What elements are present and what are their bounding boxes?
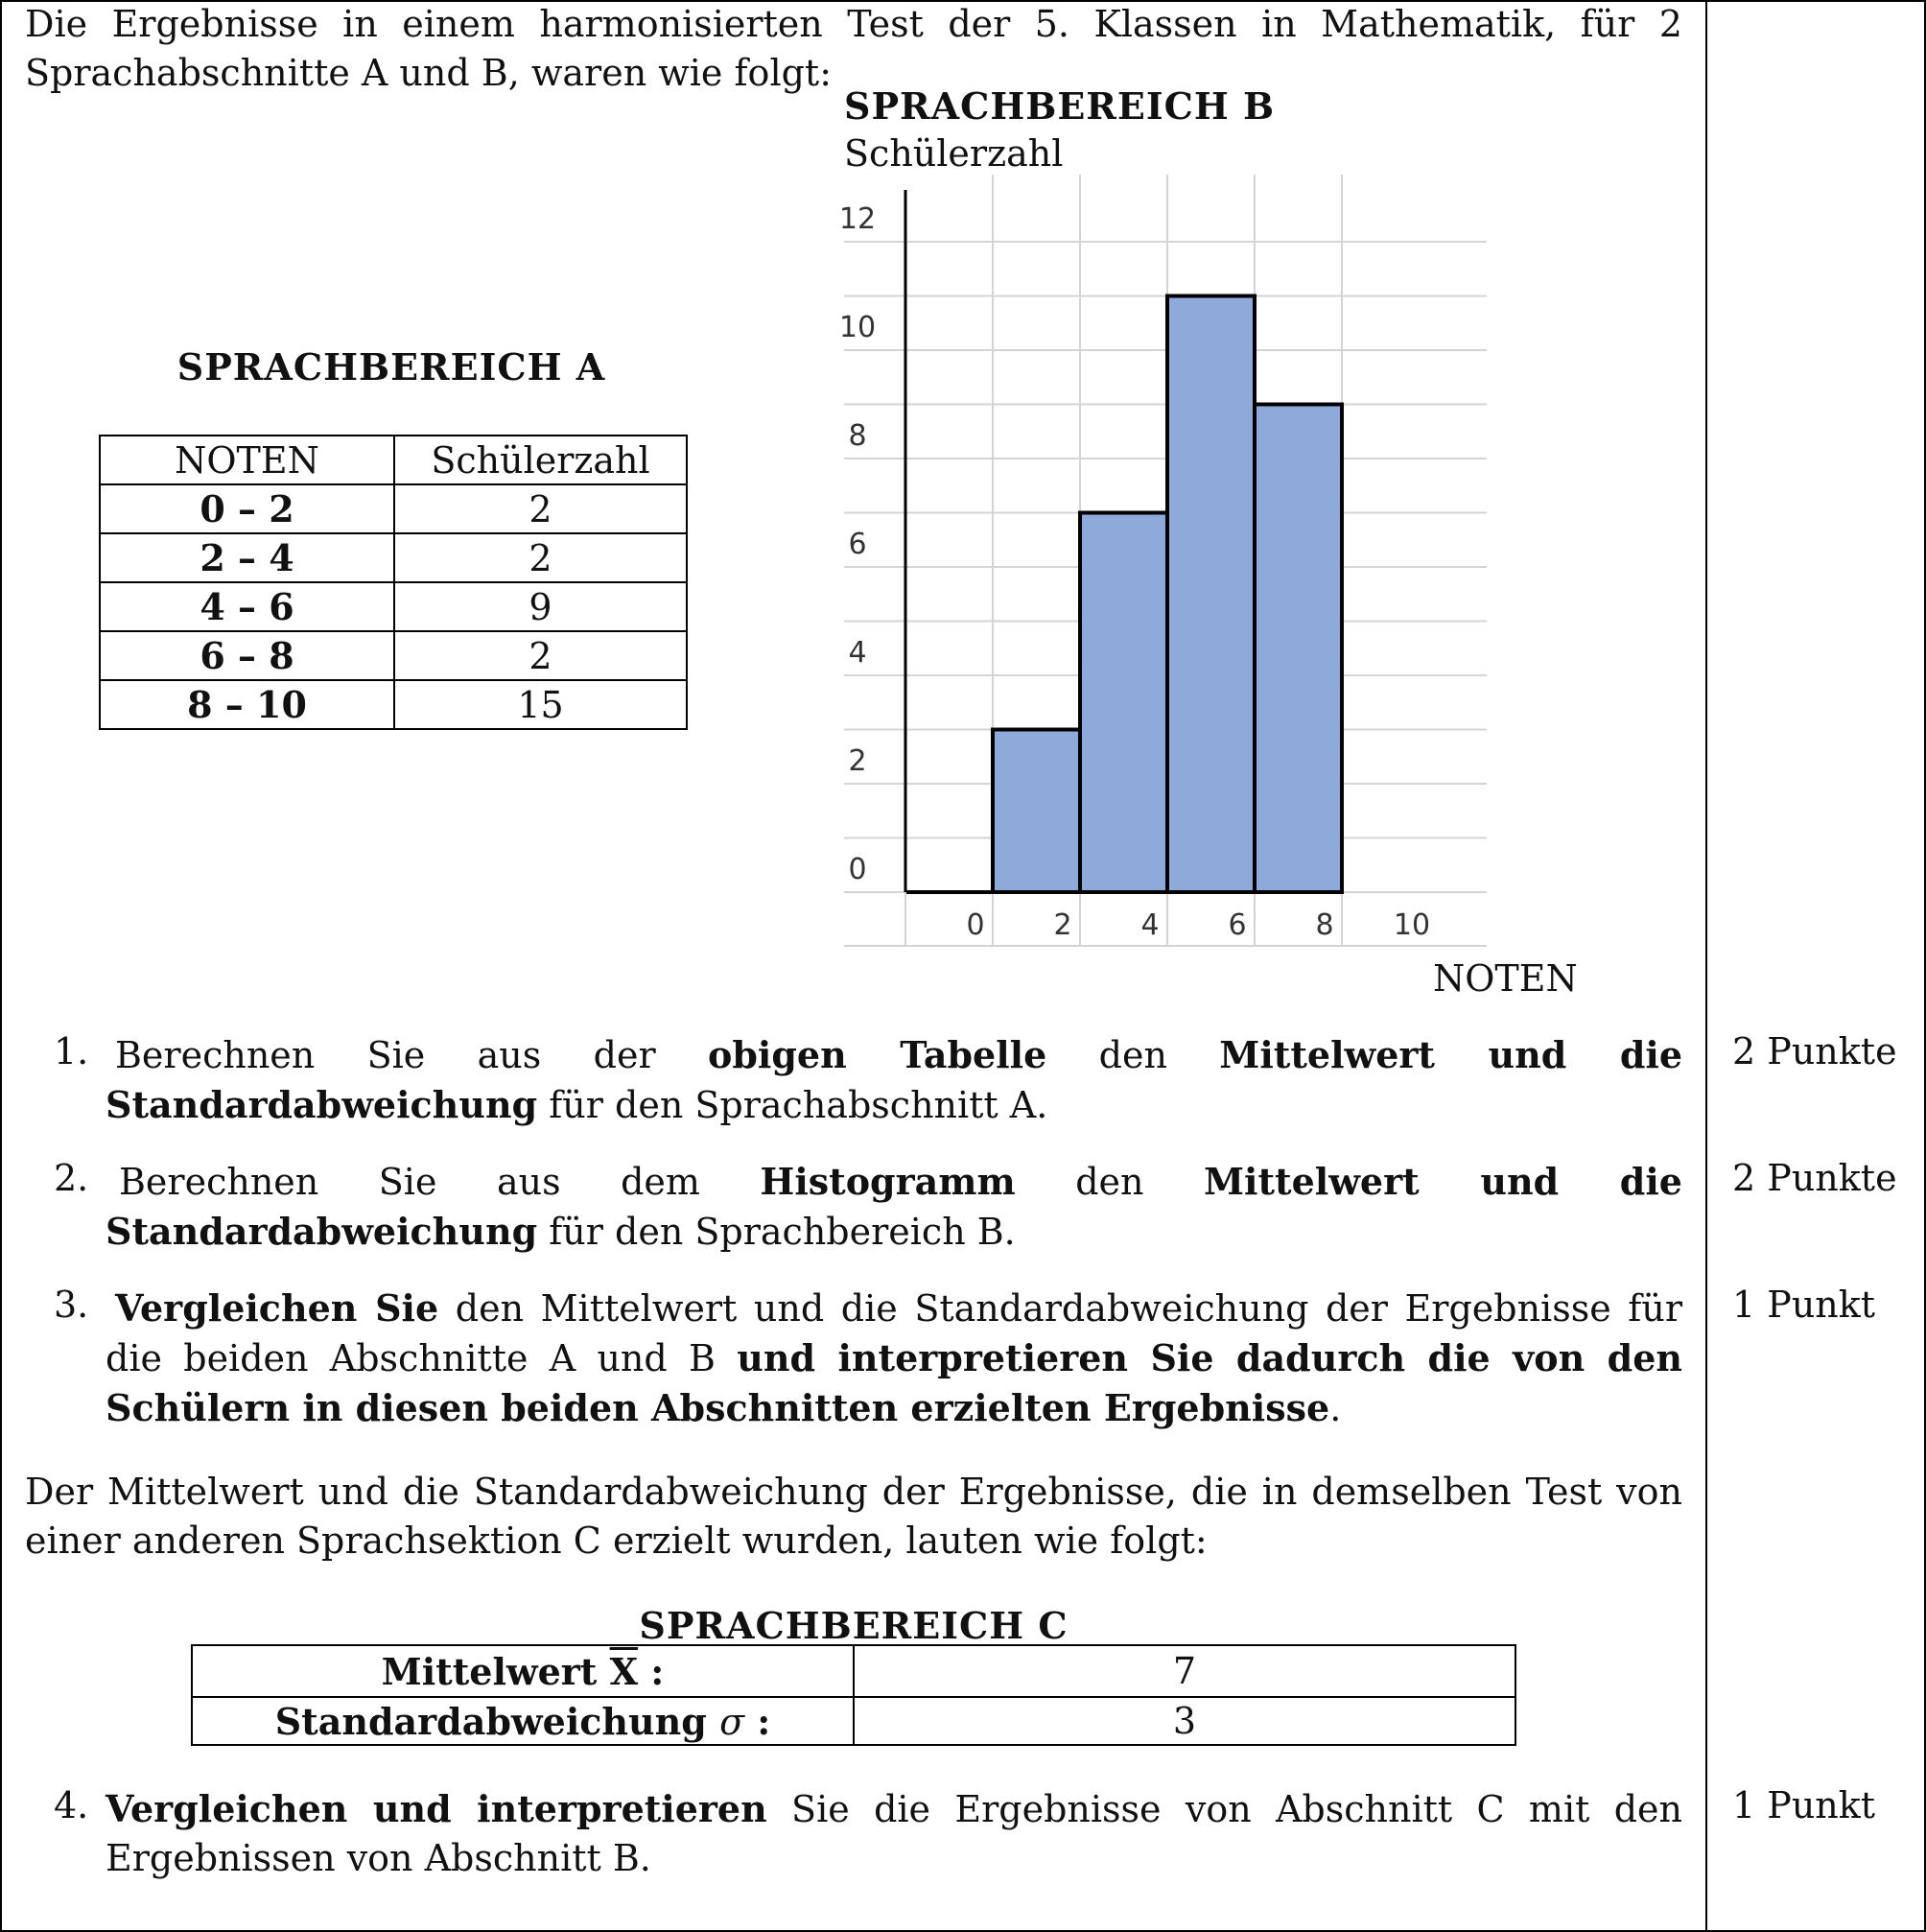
histogram-bar: [1167, 296, 1255, 893]
y-tick-label: 2: [848, 744, 867, 778]
x-tick-label: 6: [1228, 908, 1247, 942]
section-c-title: SPRACHBEREICH C: [639, 1604, 1069, 1647]
chart-y-axis-label: Schülerzahl: [844, 132, 1064, 175]
x-tick-label: 10: [1393, 908, 1431, 942]
mean-label: Mittelwert $\overline{X}$ :: [192, 1645, 854, 1697]
table-row: [100, 533, 687, 582]
section-a-title: SPRACHBEREICH A: [176, 345, 606, 389]
x-tick-label: 2: [1053, 908, 1072, 942]
histogram-bar: [1255, 405, 1342, 893]
section-c-intro: Der Mittelwert und die Standardabweichung der Ergebnisse, die in demselben Test von einer anderen Sprachsektion C erzielt wurden, lauten wie folgt:: [25, 1471, 1682, 1562]
table-cell-count: 9: [394, 582, 687, 631]
table-row: [192, 1645, 1515, 1697]
table-row: [192, 1697, 1515, 1745]
table-cell-range: 0 – 2: [100, 484, 394, 533]
question-number: 2.: [54, 1157, 89, 1199]
table-row: [100, 631, 687, 680]
question-points: 2 Punkte: [1732, 1030, 1897, 1072]
y-tick-label: 0: [848, 853, 867, 886]
question-points: 2 Punkte: [1732, 1157, 1897, 1199]
sd-value: 3: [854, 1697, 1515, 1745]
question-4-text: Vergleichen und interpretieren Sie die Ergebnisse von Abschnitt C mit den Ergebnissen von Abschnitt B.: [106, 1787, 1682, 1879]
question-number: 3.: [54, 1284, 89, 1326]
table-row: [100, 680, 687, 729]
section-b-title: SPRACHBEREICH B: [844, 84, 1276, 128]
x-tick-label: 0: [966, 908, 985, 942]
chart-x-axis-label: NOTEN: [1433, 957, 1578, 1000]
question-number: 1.: [54, 1030, 89, 1072]
section-c-table: [191, 1644, 1516, 1746]
y-tick-label: 12: [838, 202, 877, 236]
table-cell-range: 2 – 4: [100, 533, 394, 582]
points-column-divider: [1705, 0, 1707, 1932]
table-cell-range: 8 – 10: [100, 680, 394, 729]
table-header-noten: NOTEN: [100, 436, 394, 484]
y-tick-label: 6: [848, 528, 867, 561]
table-header-schuelerzahl: Schülerzahl: [394, 436, 687, 484]
table-cell-count: 15: [394, 680, 687, 729]
table-cell-count: 2: [394, 631, 687, 680]
question-1-text: Berechnen Sie aus der obigen Tabelle den Mittelwert und die Standardabweichung für den Sprachabschnitt A.: [106, 1033, 1683, 1126]
table-row: [100, 484, 687, 533]
x-tick-label: 8: [1315, 908, 1334, 942]
question-3-text: Vergleichen Sie den Mittelwert und die Standardabweichung der Ergebnisse für die beiden Abschnitte A und B und interpretieren Sie dadurch die von den Schülern in diesen beiden Abschnitten erzielten Ergebnisse.: [106, 1286, 1682, 1429]
question-points: 1 Punkt: [1732, 1284, 1876, 1326]
section-a-table: [99, 435, 688, 730]
table-row: [100, 582, 687, 631]
question-points: 1 Punkt: [1732, 1784, 1876, 1826]
table-cell-count: 2: [394, 533, 687, 582]
table-cell-range: 6 – 8: [100, 631, 394, 680]
intro-text: Die Ergebnisse in einem harmonisierten Test der 5. Klassen in Mathematik, für 2 Sprachabschnitte A und B, waren wie folgt:: [25, 3, 1682, 94]
x-tick-label: 4: [1140, 908, 1160, 942]
table-cell-range: 4 – 6: [100, 582, 394, 631]
sd-label: Standardabweichung σ :: [192, 1697, 854, 1745]
table-cell-count: 2: [394, 484, 687, 533]
histogram-bar: [1080, 513, 1167, 893]
y-tick-label: 4: [848, 636, 867, 670]
histogram-chart: [825, 163, 1496, 969]
histogram-bar: [993, 730, 1080, 893]
mean-value: 7: [854, 1645, 1515, 1697]
y-tick-label: 10: [838, 311, 877, 344]
y-tick-label: 8: [848, 419, 867, 453]
question-number: 4.: [54, 1784, 89, 1826]
question-2-text: Berechnen Sie aus dem Histogramm den Mittelwert und die Standardabweichung für den Sprachbereich B.: [106, 1160, 1682, 1253]
